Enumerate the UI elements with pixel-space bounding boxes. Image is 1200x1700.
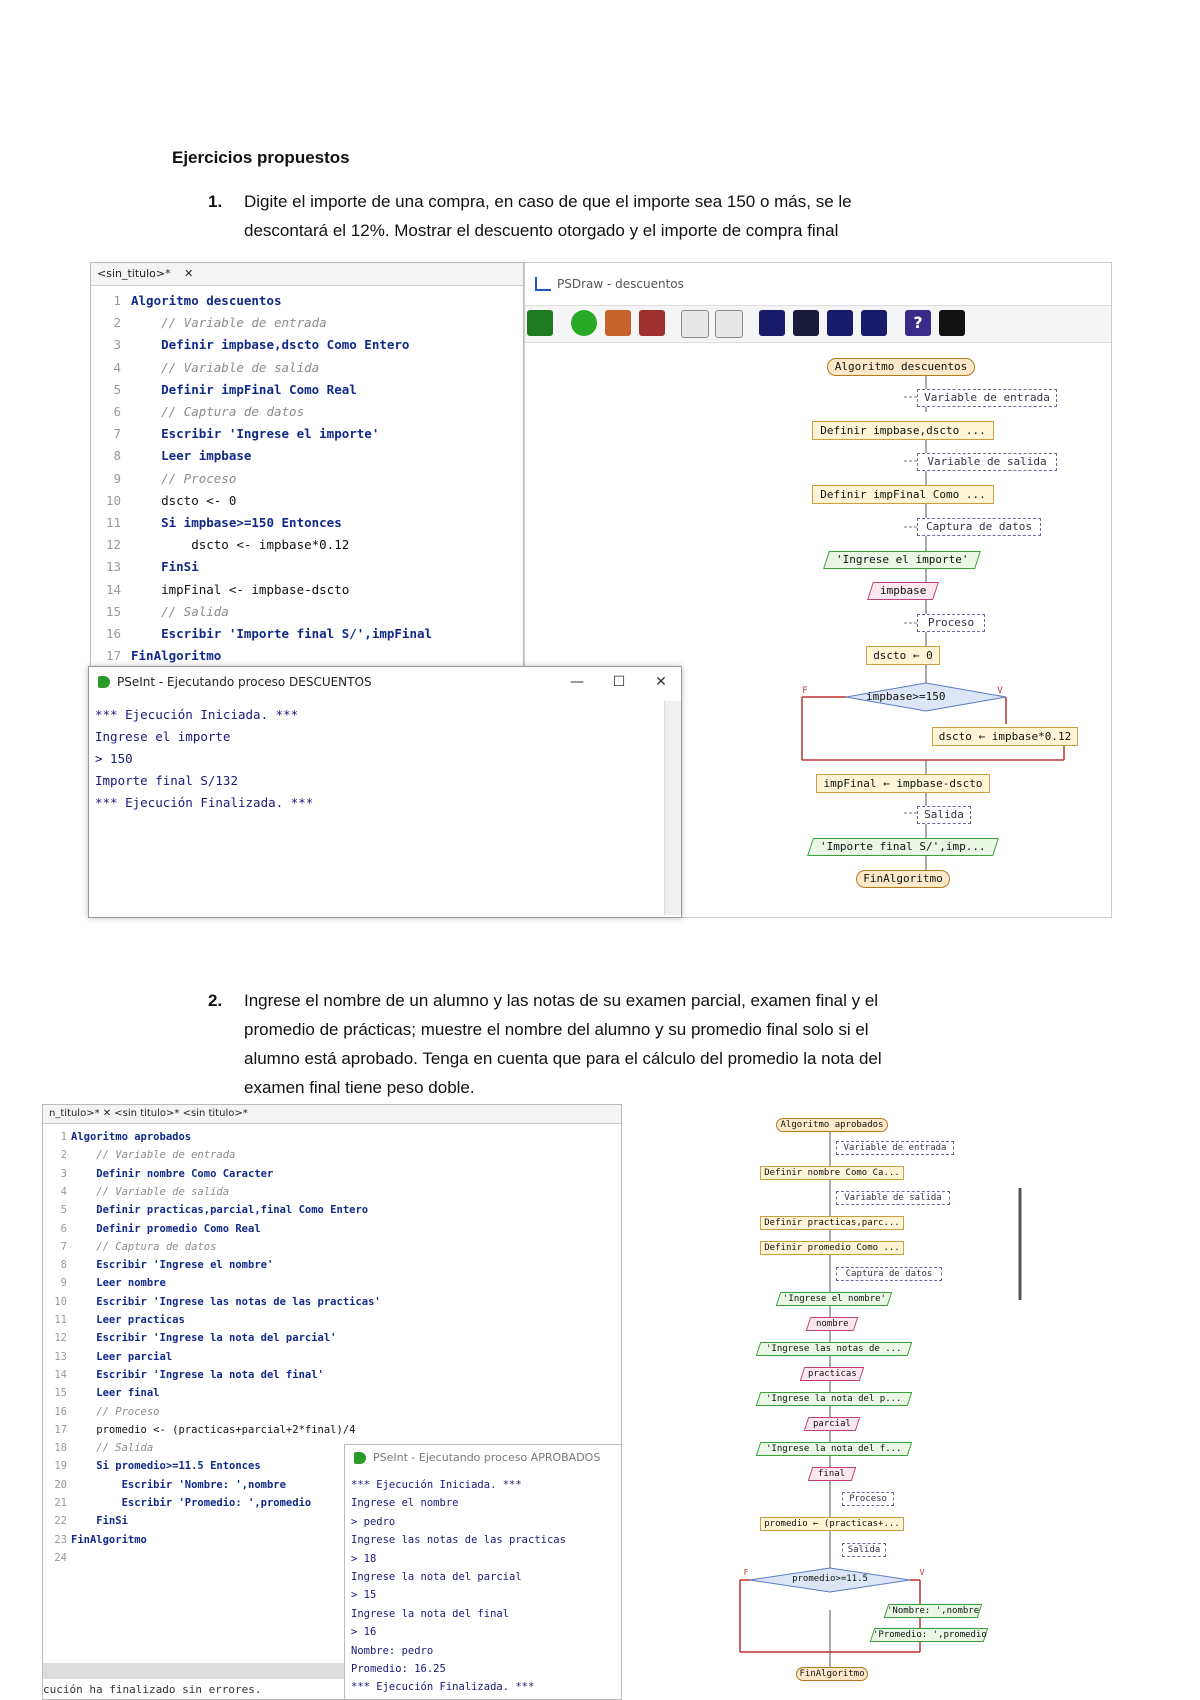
code-text: Algoritmo aprobados — [71, 1131, 192, 1143]
line-number: 12 — [54, 1332, 67, 1345]
flow2-comment-capture: Captura de datos — [836, 1267, 942, 1281]
code-text: // Variable de salida — [71, 1185, 230, 1198]
editor-tab-1[interactable] — [91, 263, 523, 286]
maximize-button[interactable]: ☐ — [612, 674, 626, 690]
psdraw-title: PSDraw - descuentos — [557, 277, 684, 291]
flow1-define-1: Definir impbase,dscto ... — [812, 421, 994, 440]
console-line: > 150 — [95, 751, 133, 766]
line-number: 16 — [105, 626, 121, 641]
line-number: 18 — [54, 1442, 67, 1455]
line-number: 9 — [113, 470, 121, 486]
console-line: *** Ejecución Finalizada. *** — [351, 1681, 535, 1694]
line-number: 3 — [113, 337, 121, 353]
code-line[interactable] — [91, 490, 523, 512]
pseint-logo-icon — [98, 676, 110, 688]
line-number: 3 — [60, 1167, 67, 1180]
flow1-output-1: 'Ingrese el importe' — [823, 551, 981, 569]
run-window-2 — [344, 1444, 622, 1700]
flow1-start: Algoritmo descuentos — [827, 358, 975, 376]
flow1-comment-capture: Captura de datos — [917, 518, 1041, 536]
line-number: 12 — [105, 537, 121, 553]
code-line[interactable] — [91, 290, 523, 312]
close-icon[interactable]: ✕ — [184, 267, 194, 280]
console-line: Nombre: pedro — [351, 1644, 434, 1657]
flow1-assign-1: dscto ← 0 — [866, 646, 940, 665]
code-text: Definir promedio Como Real — [71, 1222, 261, 1235]
flow2-output-4: 'Ingrese la nota del f... — [756, 1442, 913, 1456]
code-text: dscto <- 0 — [131, 492, 237, 508]
run-window-2-titlebar — [345, 1445, 621, 1471]
config-icon[interactable] — [861, 310, 887, 336]
code-line[interactable] — [43, 1201, 621, 1219]
psdraw-toolbar — [525, 305, 1111, 343]
console-line: > 15 — [351, 1589, 377, 1602]
psdraw-logo-icon — [535, 277, 551, 291]
code-text: // Variable de salida — [131, 359, 320, 375]
flow1-assign-3: impFinal ← impbase-dscto — [816, 774, 990, 793]
line-number: 4 — [113, 359, 121, 375]
code-text: Escribir 'Nombre: ',nombre — [71, 1478, 286, 1491]
flow2-output-1: 'Ingrese el nombre' — [776, 1292, 893, 1306]
code-line[interactable] — [91, 556, 523, 578]
code-line[interactable] — [43, 1403, 621, 1421]
console-line: > pedro — [351, 1515, 396, 1528]
exercise-2-text-line3: alumno está aprobado. Tenga en cuenta que para el cálculo del promedio la nota del — [244, 1049, 882, 1068]
code-line[interactable] — [43, 1165, 621, 1183]
code-line[interactable] — [91, 601, 523, 623]
code-line[interactable] — [91, 468, 523, 490]
code-line[interactable] — [91, 423, 523, 445]
code-line[interactable] — [91, 579, 523, 601]
line-number: 16 — [54, 1405, 67, 1418]
flow2-define-1: Definir nombre Como Ca... — [760, 1166, 904, 1180]
console-line: Importe final S/132 — [95, 773, 238, 788]
line-number: 1 — [113, 293, 121, 308]
code-line[interactable] — [43, 1220, 621, 1238]
exercise-2-text-line4: examen final tiene peso doble. — [244, 1078, 475, 1097]
code-line[interactable] — [91, 379, 523, 401]
tab-label: <sin_titulo>* — [97, 267, 171, 280]
line-number: 14 — [105, 581, 121, 597]
line-number: 11 — [105, 515, 121, 530]
flow2-output-3: 'Ingrese la nota del p... — [756, 1392, 913, 1406]
console-line: > 18 — [351, 1552, 377, 1565]
code-line[interactable] — [43, 1366, 621, 1384]
code-text: // Variable de entrada — [71, 1149, 236, 1162]
flow2-input-1: nombre — [806, 1317, 859, 1331]
code-line[interactable] — [43, 1238, 621, 1256]
code-text: FinSi — [71, 1515, 128, 1528]
line-number: 6 — [60, 1222, 67, 1235]
line-number: 22 — [54, 1515, 67, 1528]
code-text: FinAlgoritmo — [131, 648, 222, 664]
console-line: > 16 — [351, 1626, 377, 1639]
code-line[interactable] — [43, 1329, 621, 1347]
flow2-comment-output2: Salida — [842, 1543, 886, 1557]
code-editor-1 — [90, 262, 524, 669]
run-window-1 — [88, 666, 682, 918]
minimize-button[interactable]: — — [570, 674, 584, 690]
code-text: FinAlgoritmo — [71, 1533, 147, 1546]
step-icon[interactable] — [605, 310, 631, 336]
line-number: 8 — [60, 1259, 67, 1272]
run-window-2-title: PSeInt - Ejecutando proceso APROBADOS — [373, 1451, 601, 1464]
flow1-output-2: 'Importe final S/',imp... — [807, 838, 999, 856]
flow1-comment-output: Variable de salida — [917, 453, 1057, 471]
help-icon[interactable]: ? — [905, 310, 931, 336]
flow2-comment-output: Variable de salida — [836, 1191, 950, 1205]
run-icon[interactable] — [571, 310, 597, 336]
code-line[interactable] — [43, 1311, 621, 1329]
code-text: // Salida — [71, 1442, 154, 1455]
exercise-2-number: 2. — [208, 991, 223, 1010]
console-line: Promedio: 16.25 — [351, 1663, 446, 1675]
image-icon[interactable] — [793, 310, 819, 336]
flow2-comment-input: Variable de entrada — [836, 1141, 954, 1155]
code-line[interactable] — [91, 312, 523, 334]
flow2-input-4: final — [808, 1467, 857, 1481]
line-number: 5 — [60, 1204, 67, 1217]
code-line[interactable] — [43, 1146, 621, 1164]
exercise-1-number: 1. — [208, 192, 223, 211]
save-icon[interactable] — [639, 310, 665, 336]
code-text: // Proceso — [131, 470, 237, 486]
code-text: Escribir 'Promedio: ',promedio — [71, 1497, 312, 1509]
line-number: 19 — [54, 1460, 67, 1473]
flow1-true-label: V — [997, 686, 1003, 696]
flow2-output-5: 'Nombre: ',nombre — [884, 1604, 983, 1618]
code-line[interactable] — [43, 1274, 621, 1292]
code-line[interactable] — [91, 623, 523, 645]
line-number: 13 — [105, 559, 121, 575]
section-heading: Ejercicios propuestos — [172, 148, 350, 167]
close-panel-icon[interactable] — [939, 310, 965, 336]
code-line[interactable] — [91, 645, 523, 667]
flow2-output-6: 'Promedio: ',promedio — [870, 1628, 989, 1642]
flow2-input-3: parcial — [804, 1417, 861, 1431]
print-icon[interactable] — [827, 310, 853, 336]
export-icon[interactable] — [759, 310, 785, 336]
code-line[interactable] — [91, 512, 523, 534]
console-line: Ingrese el importe — [95, 729, 231, 744]
pseint-logo-icon — [354, 1452, 366, 1464]
exercise-2-text-line1: Ingrese el nombre de un alumno y las notas de su examen parcial, examen final y el — [244, 991, 879, 1010]
psdraw-titlebar — [525, 263, 1111, 305]
status-bar: cución ha finalizado sin errores. — [43, 1683, 262, 1696]
line-number: 7 — [60, 1240, 67, 1253]
console-line: *** Ejecución Finalizada. *** — [95, 795, 314, 810]
exercise-2-text-line2: promedio de prácticas; muestre el nombre del alumno y su promedio final solo si el — [244, 1020, 869, 1039]
code-text: // Captura de datos — [131, 404, 305, 419]
code-text: Definir nombre Como Caracter — [71, 1167, 274, 1180]
flow2-assign-1: promedio ← (practicas+... — [760, 1517, 904, 1531]
code-line[interactable] — [91, 534, 523, 556]
code-line[interactable] — [91, 357, 523, 379]
code-text: Leer impbase — [131, 448, 252, 464]
code-text: Definir impFinal Como Real — [131, 381, 357, 397]
code-text: Leer practicas — [71, 1314, 185, 1326]
flow1-comment-input: Variable de entrada — [917, 389, 1057, 407]
code-line[interactable] — [91, 445, 523, 467]
code-line[interactable] — [91, 401, 523, 423]
line-number: 14 — [54, 1368, 67, 1381]
code-text: Leer final — [71, 1387, 160, 1400]
line-number: 11 — [54, 1314, 67, 1326]
line-number: 7 — [113, 426, 121, 442]
console-line: Ingrese las notas de las practicas — [351, 1534, 566, 1547]
line-number: 15 — [54, 1387, 67, 1400]
flow1-input-1: impbase — [867, 582, 939, 600]
exercise-1-text-line2: descontará el 12%. Mostrar el descuento otorgado y el importe de compra final — [244, 221, 839, 240]
code-line[interactable] — [43, 1348, 621, 1366]
code-text: Escribir 'Ingrese la nota del final' — [71, 1368, 324, 1381]
code-text: impFinal <- impbase-dscto — [131, 581, 350, 597]
code-text: Definir impbase,dscto Como Entero — [131, 337, 410, 353]
flow1-condition: impbase>=150 — [866, 690, 946, 703]
code-text: dscto <- impbase*0.12 — [131, 537, 350, 553]
line-number: 24 — [54, 1551, 67, 1564]
code-line[interactable] — [43, 1421, 621, 1439]
code-line[interactable] — [43, 1183, 621, 1201]
line-number: 1 — [60, 1131, 67, 1143]
line-number: 17 — [105, 648, 121, 664]
line-number: 5 — [113, 381, 121, 397]
line-number: 15 — [105, 603, 121, 619]
code-text: // Variable de entrada — [131, 315, 327, 331]
editor-tabs-2[interactable]: n_titulo>* ✕ <sin titulo>* <sin titulo>* — [43, 1105, 621, 1124]
code-text: Escribir 'Ingrese la nota del parcial' — [71, 1332, 337, 1345]
flow1-comment-output2: Salida — [917, 806, 971, 824]
line-number: 23 — [54, 1533, 67, 1546]
flow2-true-label: V — [919, 1568, 925, 1577]
flow1-assign-2: dscto ← impbase*0.12 — [932, 727, 1078, 746]
code-line[interactable] — [43, 1256, 621, 1274]
code-line[interactable] — [43, 1128, 621, 1146]
code-text: Escribir 'Ingrese el nombre' — [71, 1259, 274, 1272]
flow2-false-label: F — [743, 1568, 749, 1577]
line-number: 8 — [113, 448, 121, 464]
line-number: 20 — [54, 1478, 67, 1491]
run-window-1-title: PSeInt - Ejecutando proceso DESCUENTOS — [117, 675, 372, 689]
line-number: 9 — [60, 1277, 67, 1290]
line-number: 2 — [60, 1149, 67, 1162]
line-number: 10 — [54, 1295, 67, 1308]
line-number: 10 — [105, 492, 121, 508]
code-line[interactable] — [91, 334, 523, 356]
flow1-define-2: Definir impFinal Como ... — [812, 485, 994, 504]
flow2-input-2: practicas — [800, 1367, 865, 1381]
code-text: Definir practicas,parcial,final Como Entero — [71, 1204, 369, 1217]
console-scrollbar[interactable] — [664, 701, 681, 915]
line-number: 13 — [54, 1350, 67, 1363]
console-line: Ingrese la nota del parcial — [351, 1571, 522, 1583]
code-text: promedio <- (practicas+parcial+2*final)/4 — [71, 1423, 356, 1436]
flow2-end: FinAlgoritmo — [796, 1667, 868, 1681]
console-line: Ingrese el nombre — [351, 1497, 459, 1510]
console-line: *** Ejecución Iniciada. *** — [95, 707, 299, 722]
flow2-define-2: Definir practicas,parc... — [760, 1216, 904, 1230]
zoom-icon[interactable] — [681, 310, 709, 338]
code-line[interactable] — [43, 1384, 621, 1402]
flow1-end: FinAlgoritmo — [856, 870, 950, 888]
flow2-start: Algoritmo aprobados — [776, 1118, 888, 1132]
code-text: // Captura de datos — [71, 1240, 217, 1253]
code-text: // Proceso — [71, 1405, 160, 1418]
console-line: *** Ejecución Iniciada. *** — [351, 1479, 522, 1491]
line-number: 21 — [54, 1497, 67, 1509]
line-number: 6 — [113, 404, 121, 419]
flow1-false-label: F — [802, 686, 808, 696]
sub-process-icon[interactable] — [527, 310, 553, 336]
flow2-define-3: Definir promedio Como ... — [760, 1241, 904, 1255]
run-window-1-titlebar — [89, 667, 681, 697]
fit-icon[interactable] — [715, 310, 743, 338]
code-text: Escribir 'Importe final S/',impFinal — [131, 626, 433, 641]
code-text: Escribir 'Ingrese las notas de las practicas' — [71, 1295, 381, 1308]
flow2-comment-process: Proceso — [842, 1492, 894, 1506]
code-text: Leer nombre — [71, 1277, 166, 1290]
flow2-output-2: 'Ingrese las notas de ... — [756, 1342, 913, 1356]
code-text: FinSi — [131, 559, 199, 575]
code-line[interactable] — [43, 1293, 621, 1311]
console-line: Ingrese la nota del final — [351, 1607, 510, 1620]
code-text: // Salida — [131, 603, 229, 619]
code-text: Algoritmo descuentos — [131, 293, 282, 308]
code-text: Si promedio>=11.5 Entonces — [71, 1460, 261, 1473]
code-text: Leer parcial — [71, 1350, 173, 1363]
line-number: 4 — [60, 1185, 67, 1198]
line-number: 2 — [113, 315, 121, 331]
flow1-comment-process: Proceso — [917, 614, 985, 632]
line-number: 17 — [54, 1423, 67, 1436]
close-button[interactable]: ✕ — [655, 674, 667, 690]
exercise-1-text-line1: Digite el importe de una compra, en caso de que el importe sea 150 o más, se le — [244, 192, 852, 211]
code-text: Si impbase>=150 Entonces — [131, 515, 342, 530]
flow2-condition: promedio>=11.5 — [792, 1574, 868, 1584]
code-text: Escribir 'Ingrese el importe' — [131, 426, 380, 442]
